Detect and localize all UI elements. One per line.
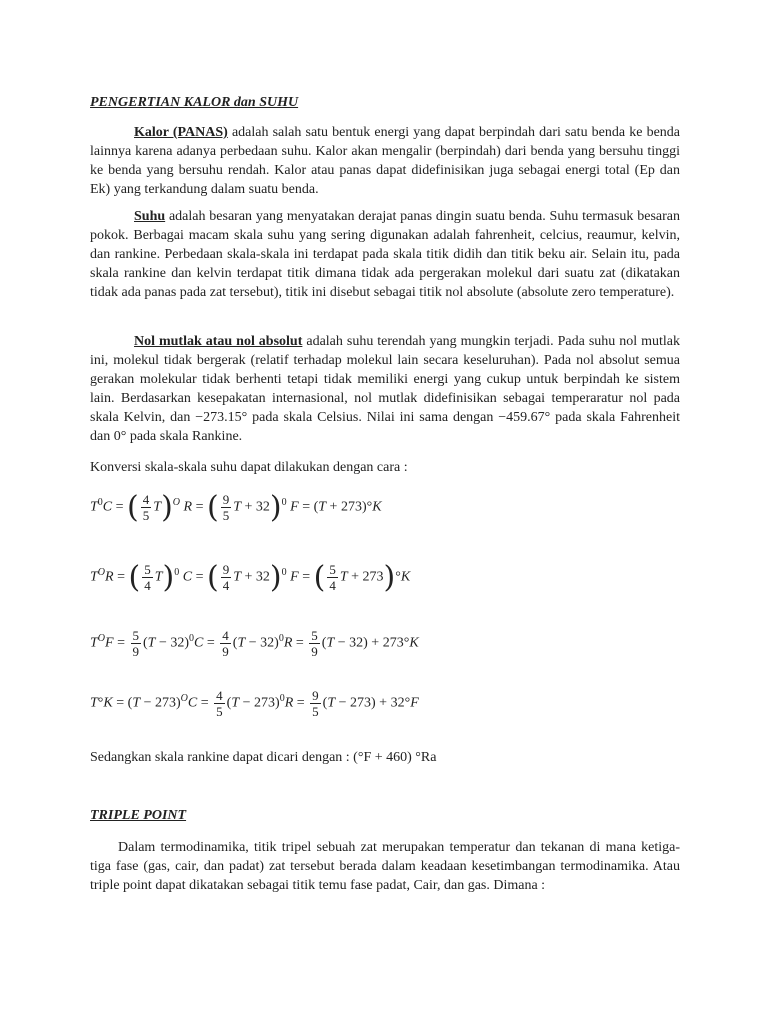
paragraph-suhu (90, 207, 680, 302)
rankine-note: Sedangkan skala rankine dapat dicari dengan : (°F + 460) °Ra (90, 750, 437, 765)
text-kalor: adalah salah satu bentuk energi yang dapat berpindah dari satu benda ke benda lainnya karena adanya perbedaan suhu. Kalor akan mengalir (berpindah) dari benda yang bersuhu tinggi ke benda yang bersuhu rendah. Kalor atau panas dapat didefinisikan juga sebagai energi total (Ep dan Ek) yang terkandung dalam suatu benda. (90, 125, 681, 197)
equation-reaumur: $T^OR$ = ( $\frac{5}{4}$ T)$^0$ C = ( $\frac{9}{4}$ T + 32)$^0$ F = ( $\frac{5}{4}$ T + 273)°K (90, 560, 411, 595)
equation-kelvin: $T^\circ K = (T - 273)^OC$ = $\frac{4}{5}$ $(T - 273)^0R$ = $\frac{9}{5}$ (T − 273) + 32°F (90, 688, 419, 719)
term-kalor: Kalor (PANAS) (134, 125, 228, 140)
equation-fahrenheit: $T^OF$ = $\frac{5}{9}$ $(T - 32)^0C$ = $\frac{4}{9}$ $(T - 32)^0R$ = $\frac{5}{9}$ (T − 32) + 273°K (90, 628, 419, 659)
section-heading-triple-point: TRIPLE POINT (90, 808, 187, 823)
equation-celcius: $T^0C$ = ( $\frac{4}{5}$ T)$^O$ R = ( $\frac{9}{5}$ T + 32)$^0$ F = (T + 273)°K (90, 490, 382, 525)
paragraph-nol-mutlak (90, 332, 680, 446)
term-nol-mutlak: Nol mutlak atau nol absolut (134, 334, 303, 349)
text-nol-mutlak: adalah suhu terendah yang mungkin terjadi. Pada suhu nol mutlak ini, molekul tidak bergerak (relatif terhadap molekul lain secara keseluruhan). Pada nol absolut semua gerakan molekular tidak berhenti tetapi tidak memiliki energi yang cukup untuk berpindah ke sistem lain. Berdasarkan kesepakatan internasional, nol mutlak didefinisikan sebagai temperaratur nol pada skala Kelvin, dan −273.15° pada skala Celsius. Nilai ini sama dengan −459.67° pada skala Fahrenheit dan 0° pada skala Rankine. (90, 334, 681, 444)
paragraph-kalor (90, 123, 680, 199)
section-heading-kalor-suhu: PENGERTIAN KALOR dan SUHU (90, 95, 299, 110)
text-triple-point: Dalam termodinamika, titik tripel sebuah zat merupakan temperatur dan tekanan di mana ketiga-tiga fase (gas, cair, dan padat) zat tersebut berada dalam keadaan kesetimbangan termodinamika. Atau triple point dapat dikatakan sebagai titik temu fase padat, Cair, dan gas. Dimana : (90, 840, 680, 893)
text-suhu: adalah besaran yang menyatakan derajat panas dingin suatu benda. Suhu termasuk besaran pokok. Berbagai macam skala suhu yang sering digunakan adalah fahrenheit, celcius, reaumur, kelvin, dan rankine. Perbedaan skala-skala ini terdapat pada skala titik didih dan titik beku air. Selain itu, pada skala rankine dan kelvin terdapat titik dimana tidak ada pergerakan molekul dari suatu zat (dikatakan tidak ada panas pada zat tersebut), titik ini disebut sebagai titik nol absolute (absolute zero temperature). (90, 209, 680, 300)
paragraph-triple-point (90, 838, 680, 895)
term-suhu: Suhu (134, 209, 166, 224)
konversi-intro: Konversi skala-skala suhu dapat dilakukan dengan cara : (90, 460, 408, 475)
